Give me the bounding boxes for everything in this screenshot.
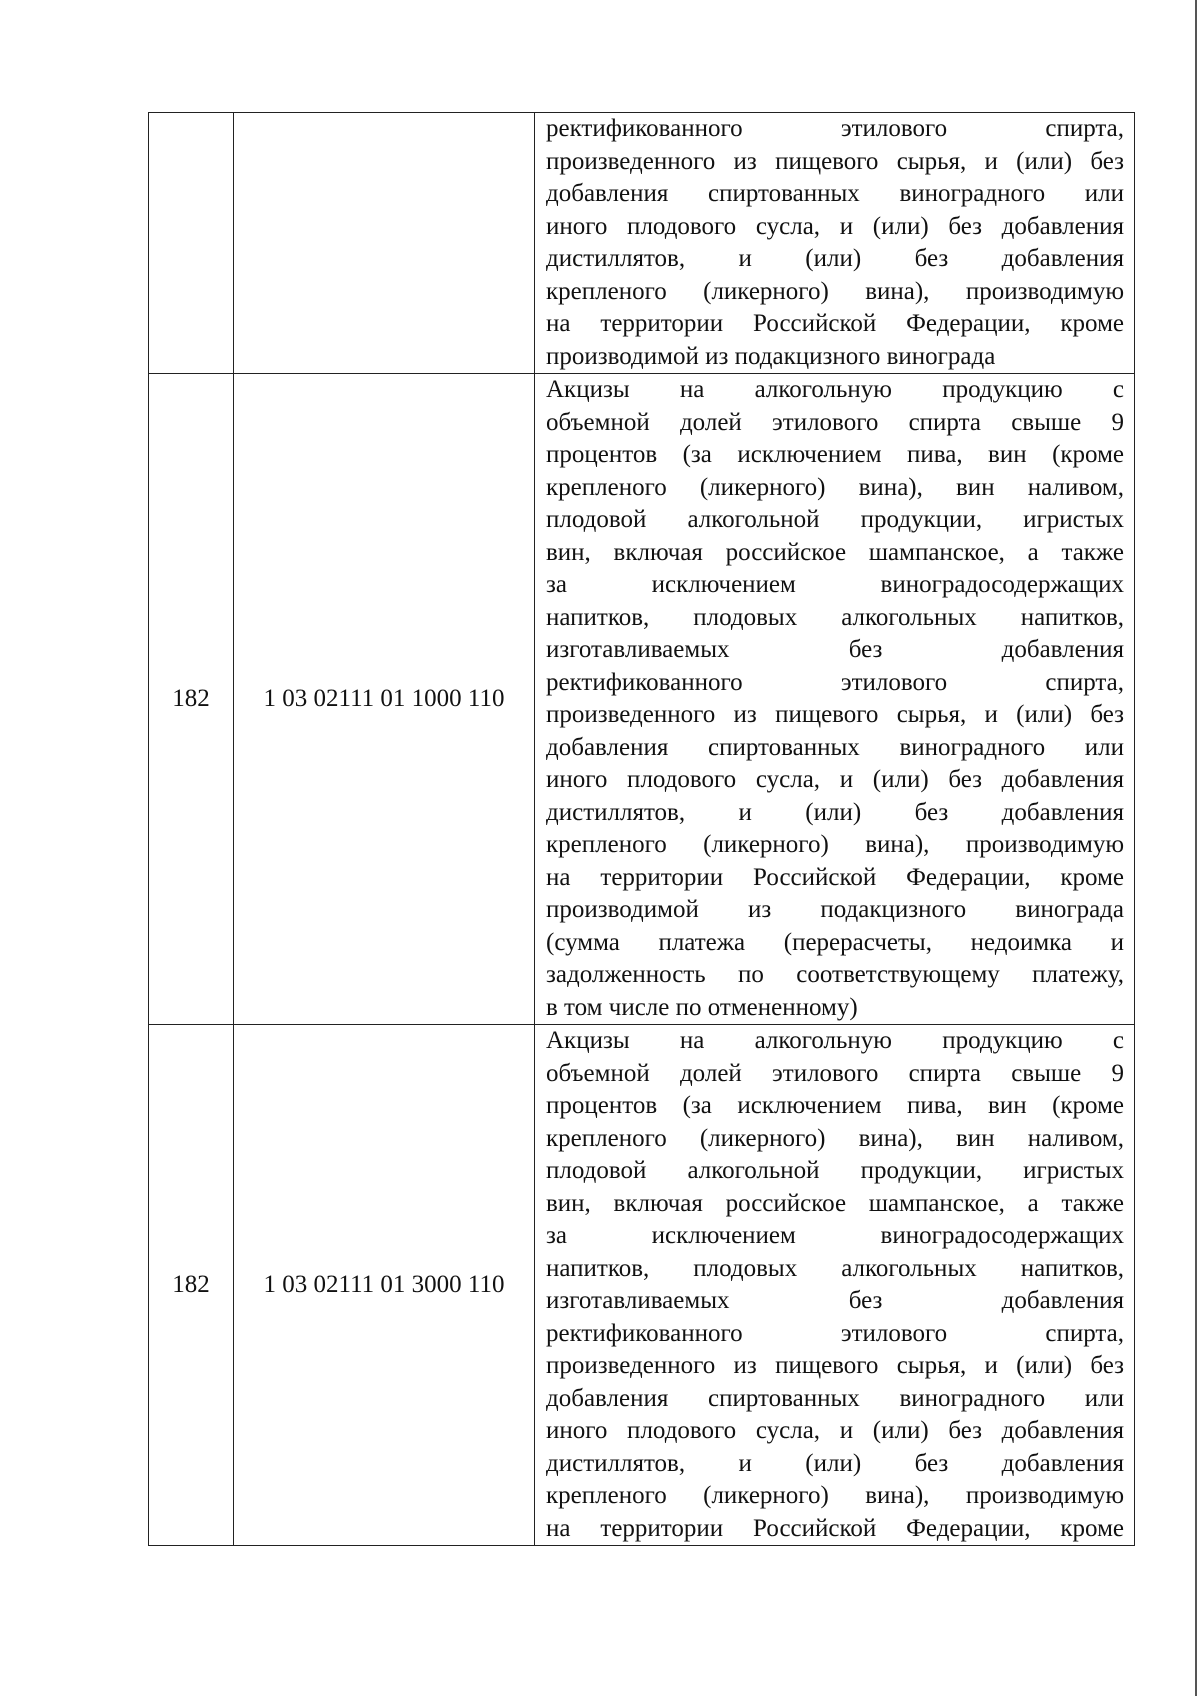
description-line: за исключением виноградосодержащих xyxy=(546,571,1124,598)
description-line: изготавливаемых без добавления xyxy=(546,1287,1124,1314)
description-cell xyxy=(535,113,1135,374)
description-line: иного плодового сусла, и (или) без добавления xyxy=(546,1417,1124,1444)
description-line: процентов (за исключением пива, вин (кроме xyxy=(546,441,1124,468)
admin-code-cell: 182 xyxy=(149,374,234,1025)
kbk-code-cell xyxy=(234,113,535,374)
description-line: крепленого (ликерного) вина), вин наливом, xyxy=(546,473,1124,501)
description-line: иного плодового сусла, и (или) без добавления xyxy=(546,766,1124,793)
kbk-table xyxy=(148,112,1135,1546)
description-line: Акцизы на алкогольную продукцию с xyxy=(546,376,1124,403)
description-line: добавления спиртованных виноградного или xyxy=(546,180,1124,207)
description-line: объемной долей этилового спирта свыше 9 xyxy=(546,408,1124,436)
description-line: Акцизы на алкогольную продукцию с xyxy=(546,1027,1124,1054)
description-line: вин, включая российское шампанское, а также xyxy=(546,1189,1124,1217)
description-line: добавления спиртованных виноградного или xyxy=(546,1384,1124,1412)
description-line: дистиллятов, и (или) без добавления xyxy=(546,798,1124,826)
table-row xyxy=(149,374,1135,1025)
description-line: ректификованного этилового спирта, xyxy=(546,115,1124,142)
description-cell xyxy=(535,1025,1135,1546)
table-row xyxy=(149,113,1135,374)
description-line: произведенного из пищевого сырья, и (или) без xyxy=(546,147,1124,175)
description-line: ректификованного этилового спирта, xyxy=(546,668,1124,696)
description-line: иного плодового сусла, и (или) без добавления xyxy=(546,212,1124,240)
description-line: производимой из подакцизного винограда xyxy=(546,896,1124,923)
description-line: произведенного из пищевого сырья, и (или) без xyxy=(546,1352,1124,1379)
description-line: задолженность по соответствующему платежу, xyxy=(546,961,1124,988)
description-line: на территории Российской Федерации, кроме xyxy=(546,1514,1124,1542)
admin-code-cell xyxy=(149,113,234,374)
kbk-code-cell: 1 03 02111 01 3000 110 xyxy=(234,1025,535,1546)
description-line: произведенного из пищевого сырья, и (или) без xyxy=(546,701,1124,728)
description-line: на территории Российской Федерации, кроме xyxy=(546,863,1124,891)
description-line: в том числе по отмененному) xyxy=(546,993,858,1021)
description-line: крепленого (ликерного) вина), производимую xyxy=(546,277,1124,305)
kbk-code-cell: 1 03 02111 01 1000 110 xyxy=(234,374,535,1025)
description-line: напитков, плодовых алкогольных напитков, xyxy=(546,603,1124,631)
description-line: объемной долей этилового спирта свыше 9 xyxy=(546,1059,1124,1087)
kbk-table-body xyxy=(149,113,1135,1546)
description-line: крепленого (ликерного) вина), вин наливом, xyxy=(546,1124,1124,1152)
description-line: плодовой алкогольной продукции, игристых xyxy=(546,506,1124,533)
description-line: процентов (за исключением пива, вин (кроме xyxy=(546,1092,1124,1119)
description-line: изготавливаемых без добавления xyxy=(546,636,1124,663)
description-line: дистиллятов, и (или) без добавления xyxy=(546,1449,1124,1477)
table-row xyxy=(149,1025,1135,1546)
description-line: плодовой алкогольной продукции, игристых xyxy=(546,1157,1124,1184)
description-line: дистиллятов, и (или) без добавления xyxy=(546,245,1124,272)
description-line: за исключением виноградосодержащих xyxy=(546,1222,1124,1249)
description-line: крепленого (ликерного) вина), производимую xyxy=(546,831,1124,858)
description-line: на территории Российской Федерации, кроме xyxy=(546,310,1124,337)
description-line: крепленого (ликерного) вина), производимую xyxy=(546,1482,1124,1509)
description-line: напитков, плодовых алкогольных напитков, xyxy=(546,1254,1124,1282)
description-line: добавления спиртованных виноградного или xyxy=(546,733,1124,761)
description-line: вин, включая российское шампанское, а также xyxy=(546,538,1124,566)
admin-code-cell: 182 xyxy=(149,1025,234,1546)
description-line: производимой из подакцизного винограда xyxy=(546,342,996,370)
description-line: ректификованного этилового спирта, xyxy=(546,1319,1124,1347)
page-edge-line xyxy=(1195,0,1197,1696)
description-cell xyxy=(535,374,1135,1025)
description-line: (сумма платежа (перерасчеты, недоимка и xyxy=(546,928,1124,956)
